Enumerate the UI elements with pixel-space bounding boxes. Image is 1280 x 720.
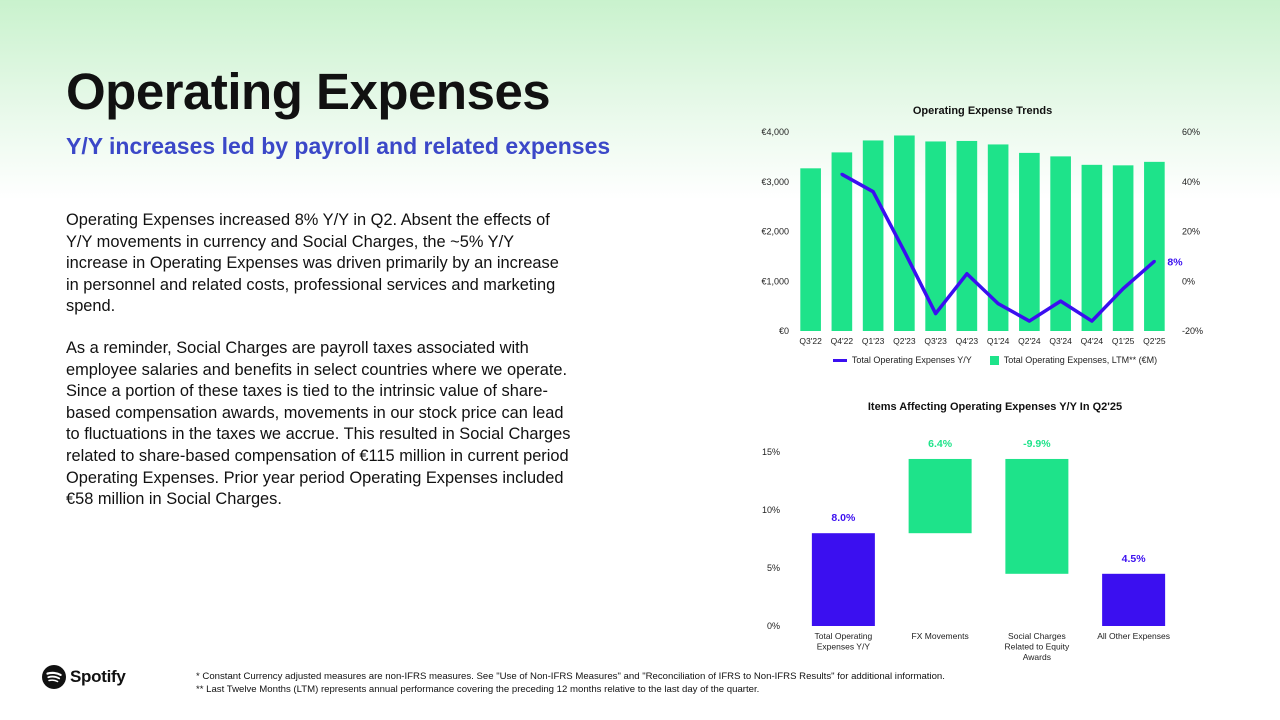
yoy-point xyxy=(1153,260,1156,263)
yoy-point xyxy=(1059,300,1062,303)
waterfall-value-label: 4.5% xyxy=(1121,552,1146,565)
yoy-point xyxy=(1122,287,1125,290)
y-left-tick-label: €0 xyxy=(778,326,789,336)
x-tick-label: Q4'24 xyxy=(1080,336,1104,346)
yoy-point xyxy=(872,190,875,193)
y-left-tick-label: €3,000 xyxy=(761,176,789,187)
legend-label-ltm: Total Operating Expenses, LTM** (€M) xyxy=(1003,355,1158,365)
footnote-2: ** Last Twelve Months (LTM) represents annual performance covering the preceding 12 months relative to the last day of the quarter. xyxy=(196,683,760,695)
y-tick-label: 5% xyxy=(766,563,780,573)
legend-item-ltm xyxy=(990,355,1157,365)
yoy-point xyxy=(997,302,1000,305)
yoy-point xyxy=(934,312,937,315)
y-left-tick-label: €4,000 xyxy=(761,127,789,137)
waterfall-value-label: 8.0% xyxy=(831,512,856,525)
footnote-1: * Constant Currency adjusted measures are non-IFRS measures. See "Use of Non-IFRS Measures" and "Reconciliation of IFRS to Non-IFRS Results" for additional information. xyxy=(196,671,945,682)
x-tick-label: Q2'24 xyxy=(1018,336,1041,346)
category-label: Total Operating Expenses Y/Y xyxy=(814,631,873,652)
ltm-bar xyxy=(957,141,978,331)
yoy-point xyxy=(965,272,968,275)
waterfall-chart xyxy=(750,425,1220,665)
x-tick-label: Q4'23 xyxy=(955,336,979,346)
y-right-tick-label: 40% xyxy=(1182,176,1201,187)
ltm-bar xyxy=(894,135,915,331)
ltm-bar xyxy=(1019,153,1040,331)
y-right-tick-label: 60% xyxy=(1182,127,1201,137)
x-tick-label: Q3'22 xyxy=(799,336,822,346)
ltm-bar xyxy=(800,168,821,331)
page-title: Operating Expenses xyxy=(66,63,551,120)
waterfall-value-label: -9.9% xyxy=(1023,437,1051,450)
y-tick-label: 0% xyxy=(766,621,780,631)
spotify-logo xyxy=(42,665,126,689)
trend-chart-legend xyxy=(760,355,1230,365)
yoy-point xyxy=(840,173,843,176)
waterfall-bar xyxy=(1102,574,1165,626)
y-left-tick-label: €1,000 xyxy=(761,276,789,287)
waterfall-chart-title: Items Affecting Operating Expenses Y/Y In Q2'25 xyxy=(867,401,1123,413)
ltm-bar xyxy=(1144,162,1165,331)
x-tick-label: Q1'24 xyxy=(986,336,1010,346)
yoy-point xyxy=(903,250,906,253)
ltm-bar xyxy=(863,140,884,331)
legend-box-swatch xyxy=(990,356,999,365)
x-tick-label: Q3'23 xyxy=(924,336,947,346)
category-label: Social Charges Related to Equity Awards xyxy=(1004,631,1070,662)
spotify-logo-text: Spotify xyxy=(70,667,126,686)
footnotes xyxy=(196,671,945,696)
y-right-tick-label: 0% xyxy=(1182,276,1196,287)
waterfall-bar xyxy=(909,459,972,533)
y-tick-label: 10% xyxy=(761,505,780,515)
legend-line-swatch xyxy=(833,359,847,362)
ltm-bar xyxy=(1113,165,1134,331)
yoy-end-label: 8% xyxy=(1167,256,1183,269)
body-paragraph-2: As a reminder, Social Charges are payroll taxes associated with employee salaries and benefits in select countries where we operate. Since a portion of these taxes is tied to the intrinsic value of share-based compensation awards, movements in our stock price can lead to fluctuations in the taxes we accrue. This resulted in Social Charges related to share-based compensation of €115 million in current period Operating Expenses. Prior year period Operating Expenses included €58 million in Social Charges. xyxy=(66,338,571,509)
category-label: All Other Expenses xyxy=(1097,631,1171,641)
y-right-tick-label: 20% xyxy=(1182,226,1201,237)
trend-chart-title: Operating Expense Trends xyxy=(912,105,1053,117)
x-tick-label: Q1'23 xyxy=(861,336,885,346)
trend-chart xyxy=(750,120,1220,350)
yoy-point xyxy=(1090,320,1093,323)
waterfall-value-label: 6.4% xyxy=(928,437,953,450)
y-left-tick-label: €2,000 xyxy=(761,226,789,237)
waterfall-bar xyxy=(812,533,875,626)
waterfall-bar xyxy=(1005,459,1068,574)
category-label: FX Movements xyxy=(911,631,969,641)
y-tick-label: 15% xyxy=(761,447,780,457)
x-tick-label: Q3'24 xyxy=(1049,336,1072,346)
body-text xyxy=(66,210,571,531)
legend-label-yoy: Total Operating Expenses Y/Y xyxy=(851,355,972,365)
yoy-point xyxy=(1028,320,1031,323)
x-tick-label: Q2'23 xyxy=(893,336,916,346)
legend-item-yoy xyxy=(833,355,972,365)
x-tick-label: Q2'25 xyxy=(1143,336,1166,346)
y-right-tick-label: -20% xyxy=(1182,326,1204,336)
x-tick-label: Q4'22 xyxy=(830,336,854,346)
ltm-bar xyxy=(1082,165,1103,331)
page-subtitle: Y/Y increases led by payroll and related expenses xyxy=(66,133,611,159)
spotify-logo-icon xyxy=(42,665,66,689)
x-tick-label: Q1'25 xyxy=(1111,336,1135,346)
body-paragraph-1: Operating Expenses increased 8% Y/Y in Q2. Absent the effects of Y/Y movements in currency and Social Charges, the ~5% Y/Y increase in Operating Expenses was driven primarily by an increase in personnel and related costs, professional services and marketing spend. xyxy=(66,211,559,316)
